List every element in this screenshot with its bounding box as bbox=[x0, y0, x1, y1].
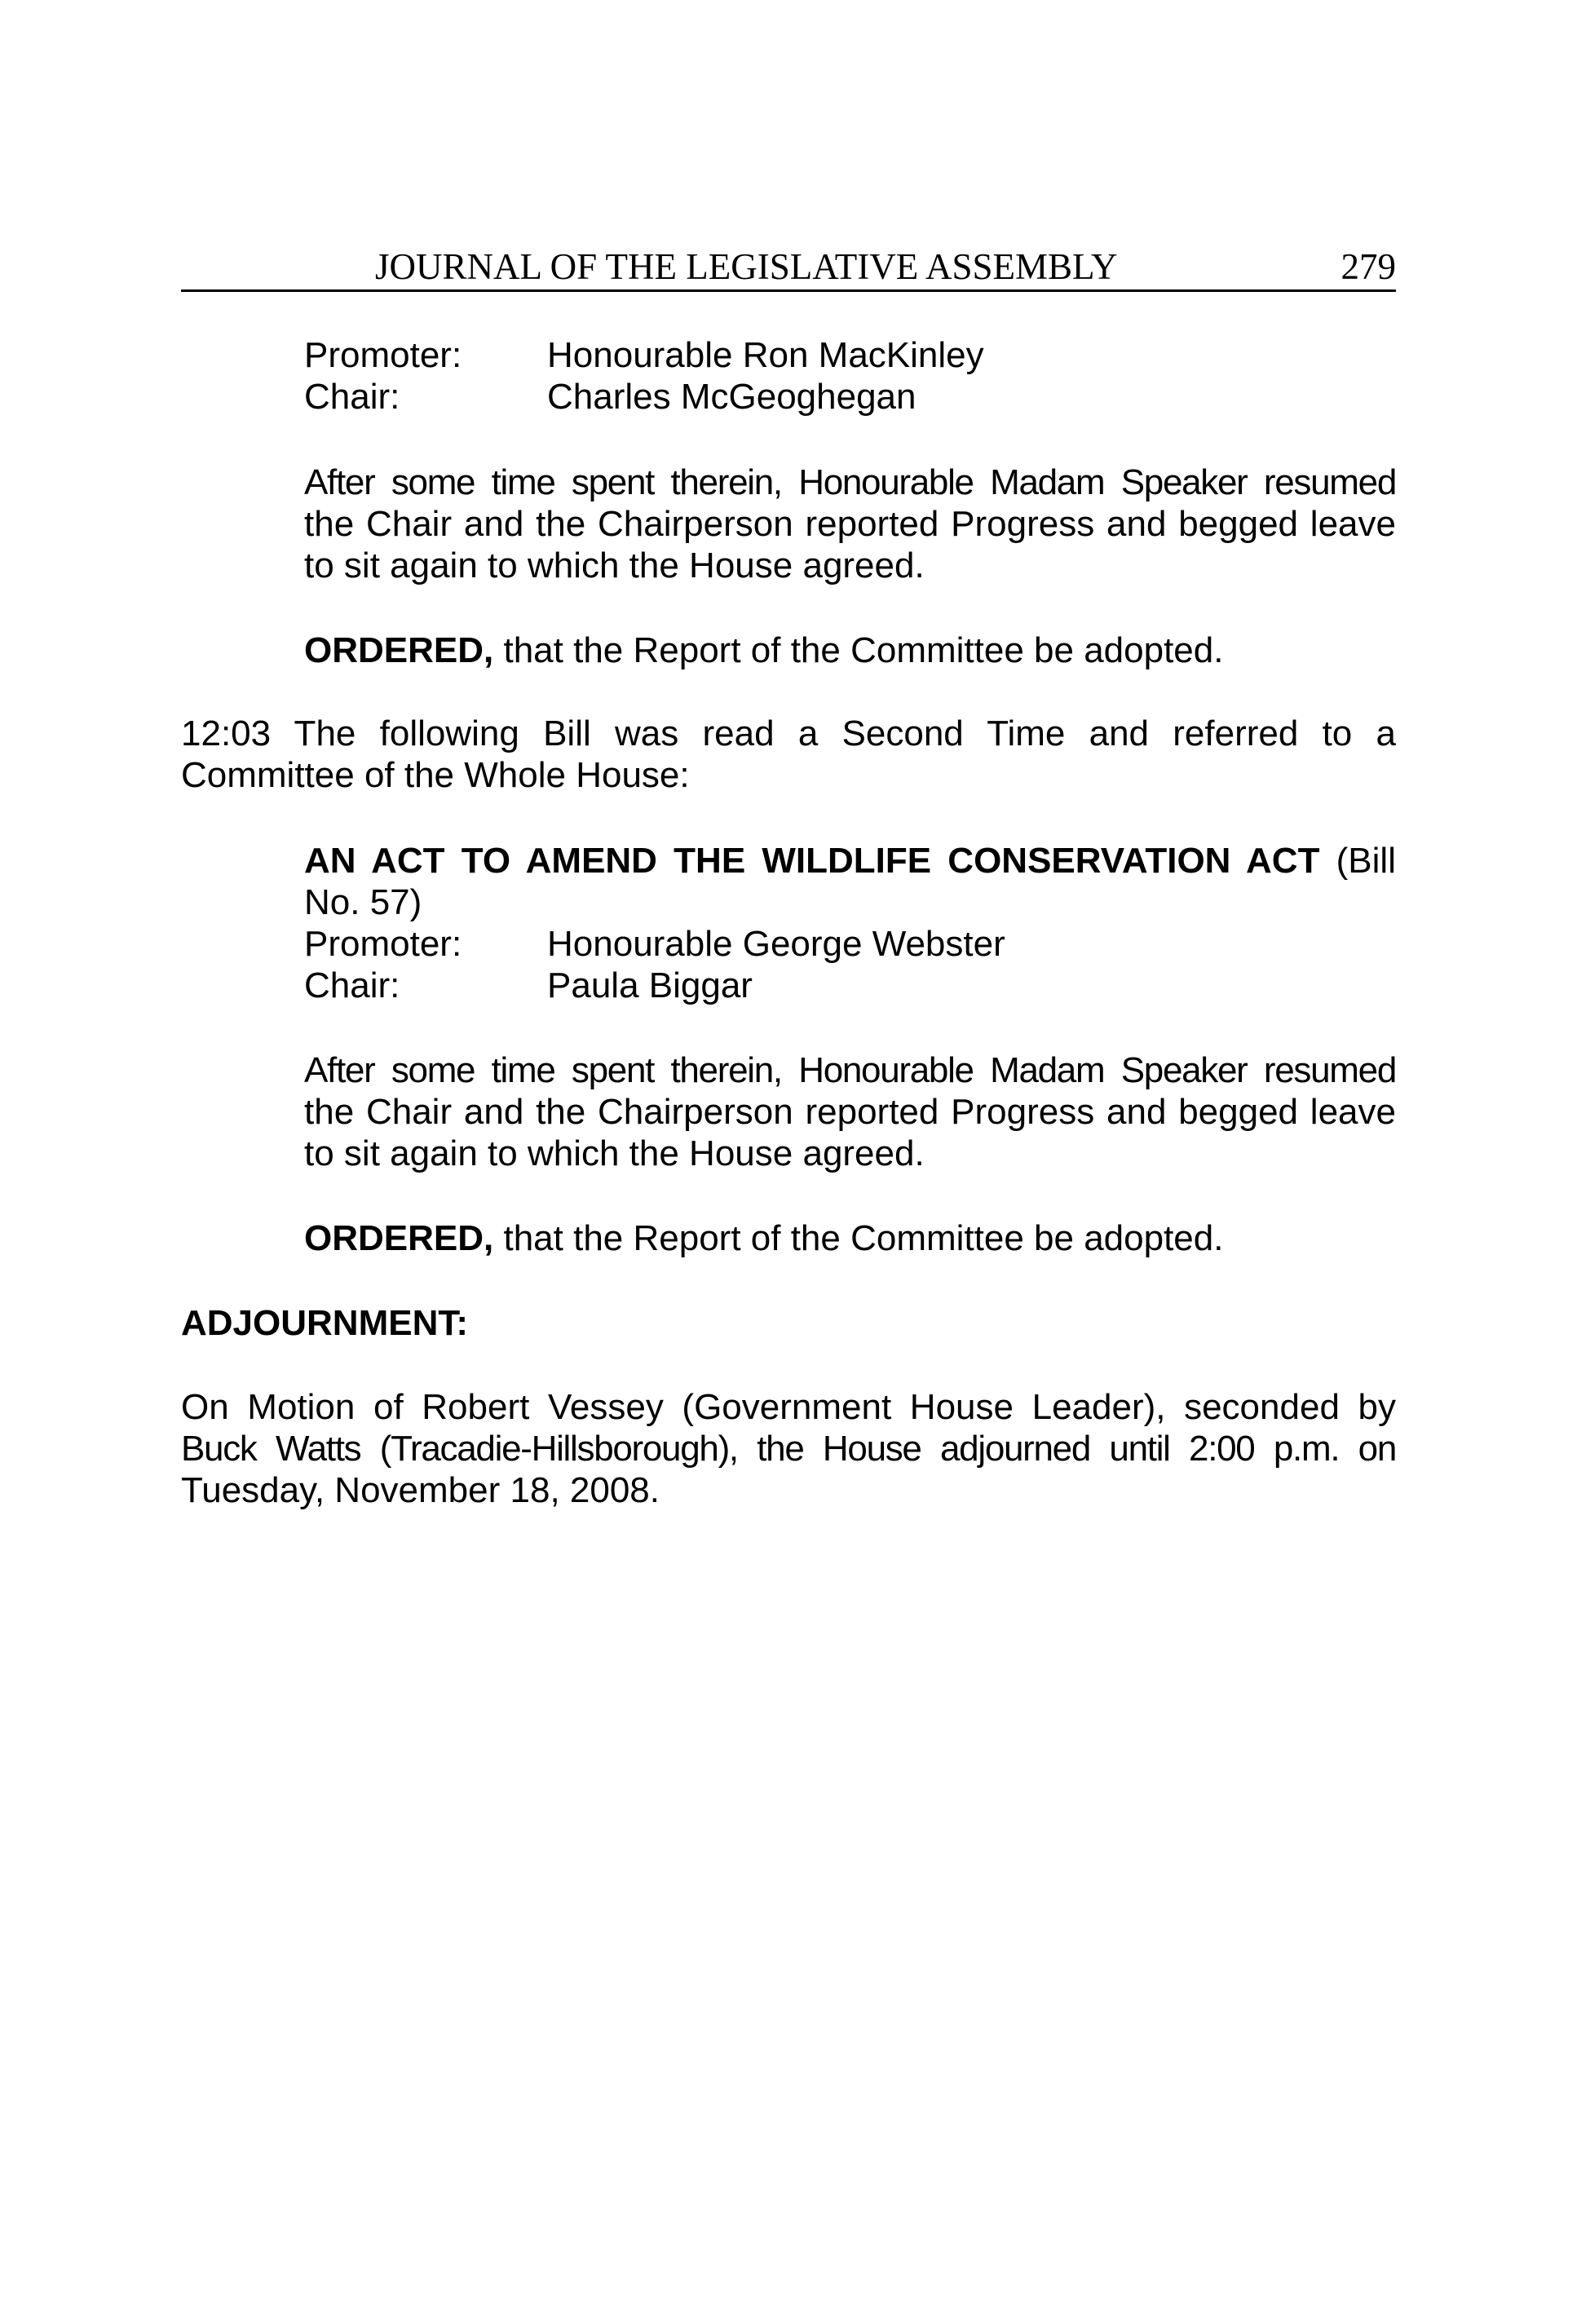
ordered-keyword: ORDERED, bbox=[304, 630, 494, 670]
promoter-label: Promoter: bbox=[304, 335, 462, 375]
bill2-title-line bbox=[304, 840, 1396, 881]
bill-number: No. 57) bbox=[304, 882, 422, 922]
paragraph-line: After some time spent therein, Honourable Madam Speaker resumed bbox=[304, 1050, 1396, 1090]
paragraph-line: to sit again to which the House agreed. bbox=[304, 546, 925, 585]
ordered-text: that the Report of the Committee be adopted. bbox=[493, 1218, 1224, 1258]
bill2-details bbox=[304, 840, 1396, 1006]
bill2-chair-row bbox=[304, 965, 1396, 1006]
bill1-details bbox=[304, 334, 1396, 418]
adjournment-paragraph bbox=[181, 1386, 1396, 1511]
promoter-label: Promoter: bbox=[304, 924, 462, 964]
section-heading: ADJOURNMENT: bbox=[181, 1303, 468, 1343]
ordered-statement-2 bbox=[304, 1217, 1396, 1259]
ordered-statement-1 bbox=[304, 630, 1396, 671]
chair-value: Charles McGeoghegan bbox=[547, 377, 916, 417]
paragraph-line: Buck Watts (Tracadie-Hillsborough), the House adjourned until 2:00 p.m. on bbox=[181, 1429, 1396, 1469]
journal-title: JOURNAL OF THE LEGISLATIVE ASSEMBLY bbox=[375, 246, 1118, 287]
promoter-value: Honourable Ron MacKinley bbox=[547, 335, 984, 375]
promoter-value: Honourable George Webster bbox=[547, 924, 1005, 964]
bill-title: AN ACT TO AMEND THE WILDLIFE CONSERVATION ACT bbox=[304, 841, 1320, 881]
bill1-chair-row bbox=[304, 376, 1396, 418]
paragraph-line: 12:03 The following Bill was read a Second Time and referred to a bbox=[181, 714, 1396, 753]
page-number: 279 bbox=[1340, 246, 1396, 287]
ordered-text: that the Report of the Committee be adopted. bbox=[493, 630, 1224, 670]
bill1-promoter-row bbox=[304, 334, 1396, 376]
paragraph-line: the Chair and the Chairperson reported Progress and begged leave bbox=[304, 504, 1396, 544]
bill-title-suffix: (Bill bbox=[1319, 841, 1396, 881]
chair-value: Paula Biggar bbox=[547, 965, 753, 1005]
paragraph-line: the Chair and the Chairperson reported Progress and begged leave bbox=[304, 1092, 1396, 1132]
running-head bbox=[181, 241, 1396, 292]
adjournment-heading bbox=[181, 1302, 1396, 1344]
committee-paragraph-2 bbox=[304, 1049, 1396, 1174]
paragraph-line: After some time spent therein, Honourable Madam Speaker resumed bbox=[304, 462, 1396, 502]
paragraph-line: On Motion of Robert Vessey (Government House Leader), seconded by bbox=[181, 1387, 1396, 1427]
paragraph-line: Committee of the Whole House: bbox=[181, 755, 690, 795]
paragraph-line: Tuesday, November 18, 2008. bbox=[181, 1470, 660, 1510]
second-reading-paragraph bbox=[181, 713, 1396, 796]
committee-paragraph-1 bbox=[304, 462, 1396, 586]
bill2-promoter-row bbox=[304, 923, 1396, 965]
paragraph-line: to sit again to which the House agreed. bbox=[304, 1133, 925, 1173]
ordered-keyword: ORDERED, bbox=[304, 1218, 494, 1258]
chair-label: Chair: bbox=[304, 377, 400, 417]
chair-label: Chair: bbox=[304, 965, 400, 1005]
